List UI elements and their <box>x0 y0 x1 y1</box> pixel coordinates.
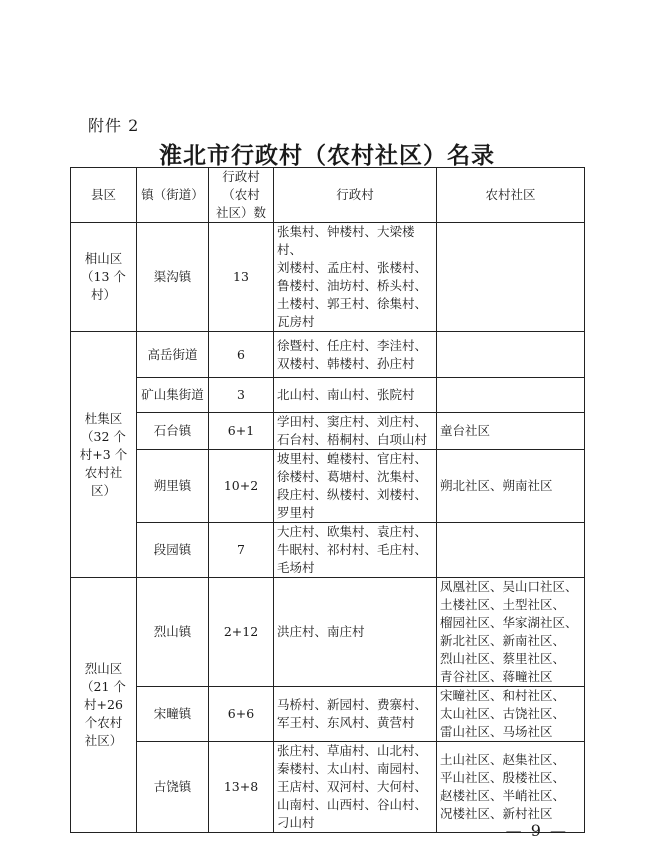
county-cell: 相山区 （13 个 村） <box>71 223 137 332</box>
villages-cell: 徐暨村、任庄村、李洼村、 双楼村、韩楼村、孙庄村 <box>274 332 437 378</box>
table-row <box>71 742 585 833</box>
county-cell: 杜集区 （32 个 村+3 个 农村社 区） <box>71 332 137 578</box>
town-cell: 烈山镇 <box>137 578 209 687</box>
communities-cell: 童台社区 <box>437 413 585 450</box>
communities-cell: 朔北社区、朔南社区 <box>437 450 585 523</box>
count-cell: 7 <box>209 523 274 578</box>
villages-cell: 马桥村、新园村、费寨村、 军王村、东风村、黄营村 <box>274 687 437 742</box>
table-row <box>71 413 585 450</box>
table-row <box>71 450 585 523</box>
count-cell: 13 <box>209 223 274 332</box>
town-cell: 石台镇 <box>137 413 209 450</box>
table-row <box>71 578 585 687</box>
header-count: 行政村 （农村 社区）数 <box>209 168 274 223</box>
attachment-label: 附件 2 <box>88 116 140 135</box>
document-title: 淮北市行政村（农村社区）名录 <box>159 142 495 169</box>
town-cell: 渠沟镇 <box>137 223 209 332</box>
villages-cell: 张庄村、草庙村、山北村、 秦楼村、太山村、南园村、 王店村、双河村、大何村、 山南村、山西村、谷山村、 刁山村 <box>274 742 437 833</box>
table-row <box>71 523 585 578</box>
villages-cell: 大庄村、欧集村、袁庄村、 牛眠村、祁村村、毛庄村、 毛场村 <box>274 523 437 578</box>
village-roster-table <box>70 167 585 833</box>
communities-cell <box>437 523 585 578</box>
header-admin-villages: 行政村 <box>274 168 437 223</box>
header-communities: 农村社区 <box>437 168 585 223</box>
table-row <box>71 378 585 413</box>
table-row <box>71 223 585 332</box>
communities-cell <box>437 332 585 378</box>
page-number: — 9 — <box>505 821 568 840</box>
communities-cell: 土山社区、赵集社区、 平山社区、殷楼社区、 赵楼社区、半峭社区、 况楼社区、新村社区 <box>437 742 585 833</box>
table-row <box>71 332 585 378</box>
county-cell: 烈山区 （21 个 村+26 个农村 社区） <box>71 578 137 833</box>
town-cell: 矿山集街道 <box>137 378 209 413</box>
count-cell: 13+8 <box>209 742 274 833</box>
town-cell: 高岳街道 <box>137 332 209 378</box>
town-cell: 段园镇 <box>137 523 209 578</box>
count-cell: 10+2 <box>209 450 274 523</box>
count-cell: 6+6 <box>209 687 274 742</box>
villages-cell: 北山村、南山村、张院村 <box>274 378 437 413</box>
table-header-row <box>71 168 585 223</box>
table-row <box>71 687 585 742</box>
town-cell: 宋疃镇 <box>137 687 209 742</box>
communities-cell <box>437 378 585 413</box>
villages-cell: 坡里村、蝗楼村、官庄村、 徐楼村、葛塘村、沈集村、 段庄村、纵楼村、刘楼村、 罗里村 <box>274 450 437 523</box>
header-county: 县区 <box>71 168 137 223</box>
header-town: 镇（街道） <box>137 168 209 223</box>
count-cell: 6 <box>209 332 274 378</box>
communities-cell: 宋疃社区、和村社区、 太山社区、古饶社区、 雷山社区、马场社区 <box>437 687 585 742</box>
communities-cell: 凤凰社区、吴山口社区、 土楼社区、土型社区、 榴园社区、华家湖社区、 新北社区、新南社区、 烈山社区、蔡里社区、 青谷社区、蒋疃社区 <box>437 578 585 687</box>
town-cell: 古饶镇 <box>137 742 209 833</box>
villages-cell: 学田村、窦庄村、刘庄村、 石台村、梧桐村、白项山村 <box>274 413 437 450</box>
count-cell: 3 <box>209 378 274 413</box>
villages-cell: 张集村、钟楼村、大梁楼村、 刘楼村、孟庄村、张楼村、 鲁楼村、油坊村、桥头村、 土楼村、郭王村、徐集村、 瓦房村 <box>274 223 437 332</box>
town-cell: 朔里镇 <box>137 450 209 523</box>
count-cell: 2+12 <box>209 578 274 687</box>
villages-cell: 洪庄村、南庄村 <box>274 578 437 687</box>
communities-cell <box>437 223 585 332</box>
count-cell: 6+1 <box>209 413 274 450</box>
